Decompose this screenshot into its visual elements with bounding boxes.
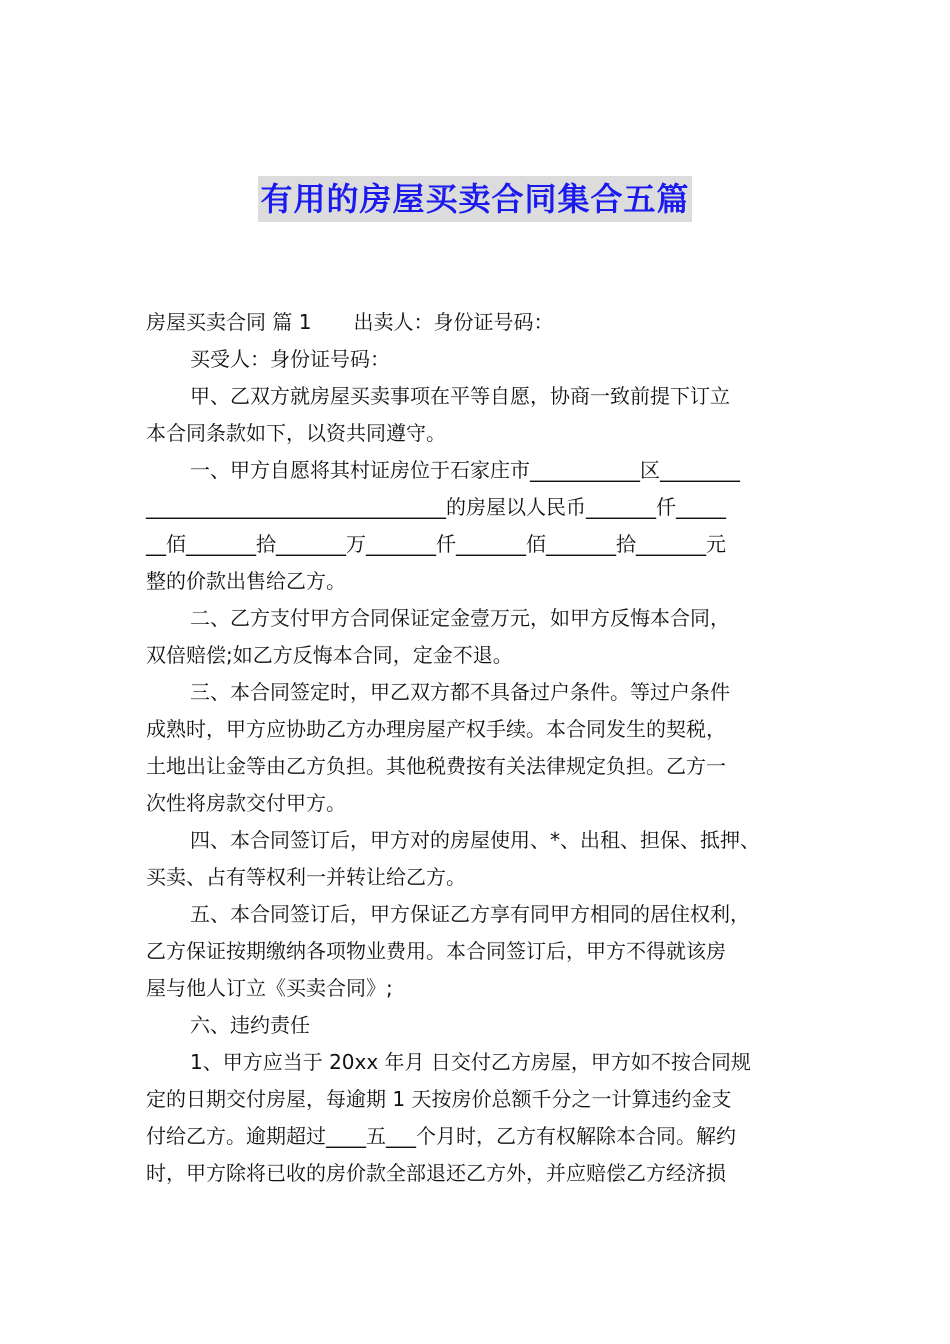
text-line: 付给乙方。逾期超过____五___个月时，乙方有权解除本合同。解约 xyxy=(146,1124,736,1148)
document-body xyxy=(146,305,810,1190)
text-line: 买受人：身份证号码： xyxy=(190,347,390,371)
text-line: __佰_______拾_______万_______仟_______佰_______拾_______元 xyxy=(146,532,726,556)
text-line: 时，甲方除将已收的房价款全部退还乙方外，并应赔偿乙方经济损 xyxy=(146,1161,726,1185)
text-line: 1、甲方应当于 20xx 年月 日交付乙方房屋，甲方如不按合同规 xyxy=(190,1050,751,1074)
contract-lines xyxy=(146,339,810,1190)
text-line: 次性将房款交付甲方。 xyxy=(146,791,346,815)
text-line: ______________________________的房屋以人民币_______仟_____ xyxy=(146,495,726,519)
text-line: 一、甲方自愿将其村证房位于石家庄市___________区________ xyxy=(190,458,740,482)
text-line: 成熟时，甲方应协助乙方办理房屋产权手续。本合同发生的契税， xyxy=(146,717,726,741)
text-line: 买卖、占有等权利一并转让给乙方。 xyxy=(146,865,466,889)
heading-line xyxy=(146,305,810,339)
document-title: 有用的房屋买卖合同集合五篇 xyxy=(258,176,691,222)
seller-id-label: 出卖人：身份证号码： xyxy=(353,310,554,334)
text-line: 六、违约责任 xyxy=(190,1013,310,1037)
text-line: 乙方保证按期缴纳各项物业费用。本合同签订后，甲方不得就该房 xyxy=(146,939,726,963)
text-line: 整的价款出售给乙方。 xyxy=(146,569,346,593)
text-line: 双倍赔偿;如乙方反悔本合同，定金不退。 xyxy=(146,643,513,667)
text-line: 定的日期交付房屋，每逾期 1 天按房价总额千分之一计算违约金支 xyxy=(146,1087,732,1111)
text-line: 二、乙方支付甲方合同保证定金壹万元，如甲方反悔本合同， xyxy=(190,606,730,630)
text-line: 甲、乙双方就房屋买卖事项在平等自愿，协商一致前提下订立 xyxy=(190,384,730,408)
title-wrapper xyxy=(0,176,950,222)
text-line: 本合同条款如下，以资共同遵守。 xyxy=(146,421,446,445)
text-line: 土地出让金等由乙方负担。其他税费按有关法律规定负担。乙方一 xyxy=(146,754,726,778)
text-line: 四、本合同签订后，甲方对的房屋使用、*、出租、担保、抵押、 xyxy=(190,828,760,852)
text-line: 屋与他人订立《买卖合同》; xyxy=(146,976,393,1000)
contract-heading: 房屋买卖合同 篇 1 xyxy=(146,310,312,334)
text-line: 三、本合同签定时，甲乙双方都不具备过户条件。等过户条件 xyxy=(190,680,730,704)
text-line: 五、本合同签订后，甲方保证乙方享有同甲方相同的居住权利， xyxy=(190,902,750,926)
